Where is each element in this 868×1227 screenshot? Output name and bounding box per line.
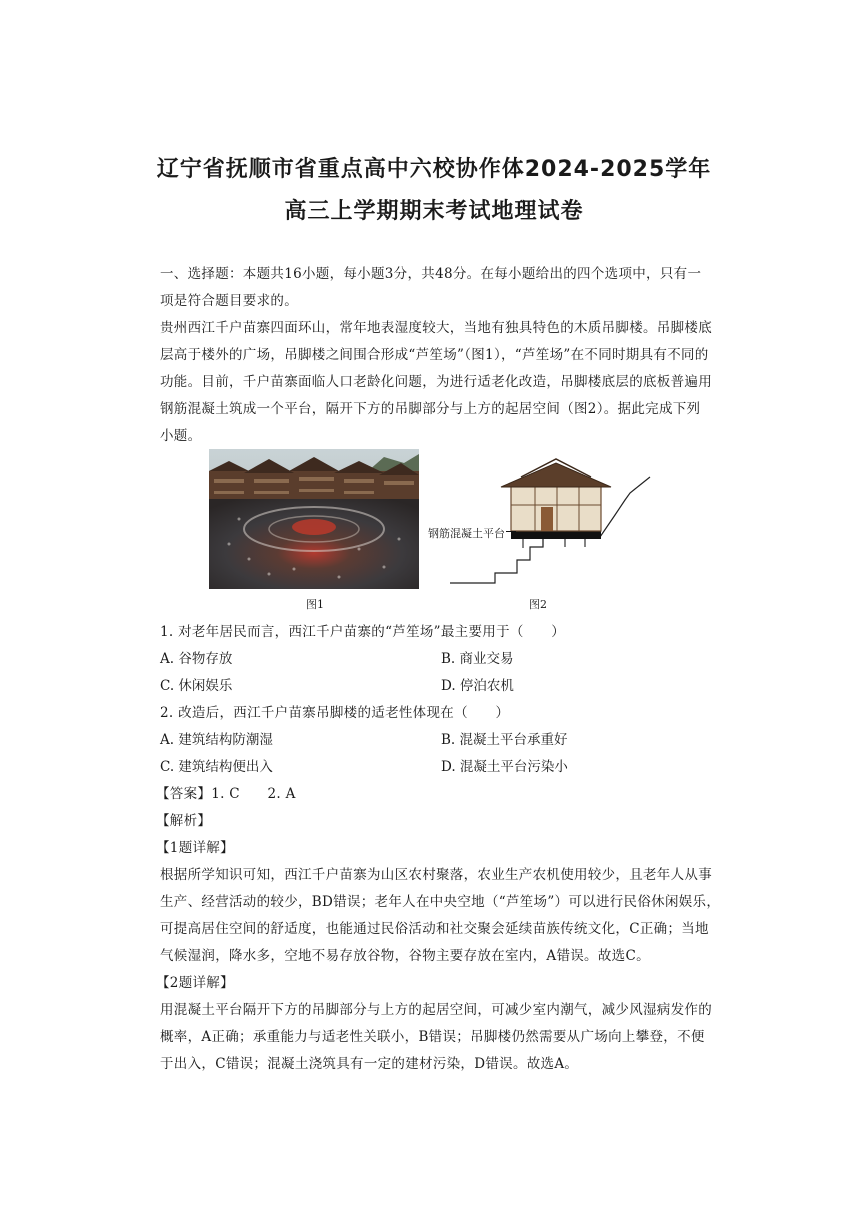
detail2-line2: 概率，A正确；承重能力与适老性关联小，B错误；吊脚楼仍然需要从广场向上攀登，不便 [160,1029,705,1045]
passage-line2: 层高于楼外的广场，吊脚楼之间围合形成“芦笙场”（图1），“芦笙场”在不同时期具有不同的 [160,347,709,363]
answer-line: 【答案】1. C 2. A [156,786,296,802]
q2-option-d: D. 混凝土平台污染小 [441,759,568,775]
q1-stem: 1. 对老年居民而言，西江千户苗寨的“芦笙场”最主要用于（ ） [160,624,566,640]
figure2-diagram [425,455,655,590]
passage-line1: 贵州西江千户苗寨四面环山，常年地表湿度较大，当地有独具特色的木质吊脚楼。吊脚楼底 [160,320,712,336]
detail2-line1: 用混凝土平台隔开下方的吊脚部分与上方的起居空间，可减少室内潮气，减少风湿病发作的 [160,1002,712,1018]
platform-label-leader [506,531,516,532]
document-title-line2: 高三上学期期末考试地理试卷 [284,199,584,224]
q1-option-d: D. 停泊农机 [441,678,514,694]
figure2-caption: 图2 [529,598,547,611]
section-instruction-line1: 一、选择题：本题共16小题，每小题3分，共48分。在每小题给出的四个选项中，只有一 [160,266,702,282]
detail1-line2: 生产、经营活动的较少，BD错误；老年人在中央空地（“芦笙场”）可以进行民俗休闲娱乐， [160,894,721,910]
passage-line3: 功能。目前，千户苗寨面临人口老龄化问题，为进行适老化改造，吊脚楼底层的底板普遍用 [160,374,712,390]
document-title-line1: 辽宁省抚顺市省重点高中六校协作体2024-2025学年 [156,157,712,182]
detail2-heading: 【2题详解】 [156,975,234,991]
q1-option-a: A. 谷物存放 [160,651,233,667]
q2-option-a: A. 建筑结构防潮湿 [160,732,273,748]
q1-option-c: C. 休闲娱乐 [160,678,233,694]
figure1-photo [209,449,419,589]
q1-option-b: B. 商业交易 [441,651,514,667]
section-instruction-line2: 项是符合题目要求的。 [160,293,298,309]
q2-option-c: C. 建筑结构便出入 [160,759,273,775]
q2-option-b: B. 混凝土平台承重好 [441,732,568,748]
detail2-line3: 于出入，C错误；混凝土浇筑具有一定的建材污染，D错误。故选A。 [160,1056,579,1072]
passage-line4: 钢筋混凝土筑成一个平台，隔开下方的吊脚部分与上方的起居空间（图2）。据此完成下列 [160,401,701,417]
passage-line5: 小题。 [160,428,202,444]
detail1-heading: 【1题详解】 [156,840,234,856]
figure2-platform-label: 钢筋混凝土平台 [428,527,505,540]
figure1-caption: 图1 [306,598,324,611]
detail1-line3: 可提高居住空间的舒适度，也能通过民俗活动和社交聚会延续苗族传统文化，C正确；当地 [160,921,709,937]
q2-stem: 2. 改造后，西江千户苗寨吊脚楼的适老性体现在（ ） [160,705,510,721]
detail1-line1: 根据所学知识可知，西江千户苗寨为山区农村聚落，农业生产农机使用较少，且老年人从事 [160,867,712,883]
analysis-heading: 【解析】 [156,813,212,829]
detail1-line4: 气候湿润，降水多，空地不易存放谷物，谷物主要存放在室内，A错误。故选C。 [160,948,650,964]
